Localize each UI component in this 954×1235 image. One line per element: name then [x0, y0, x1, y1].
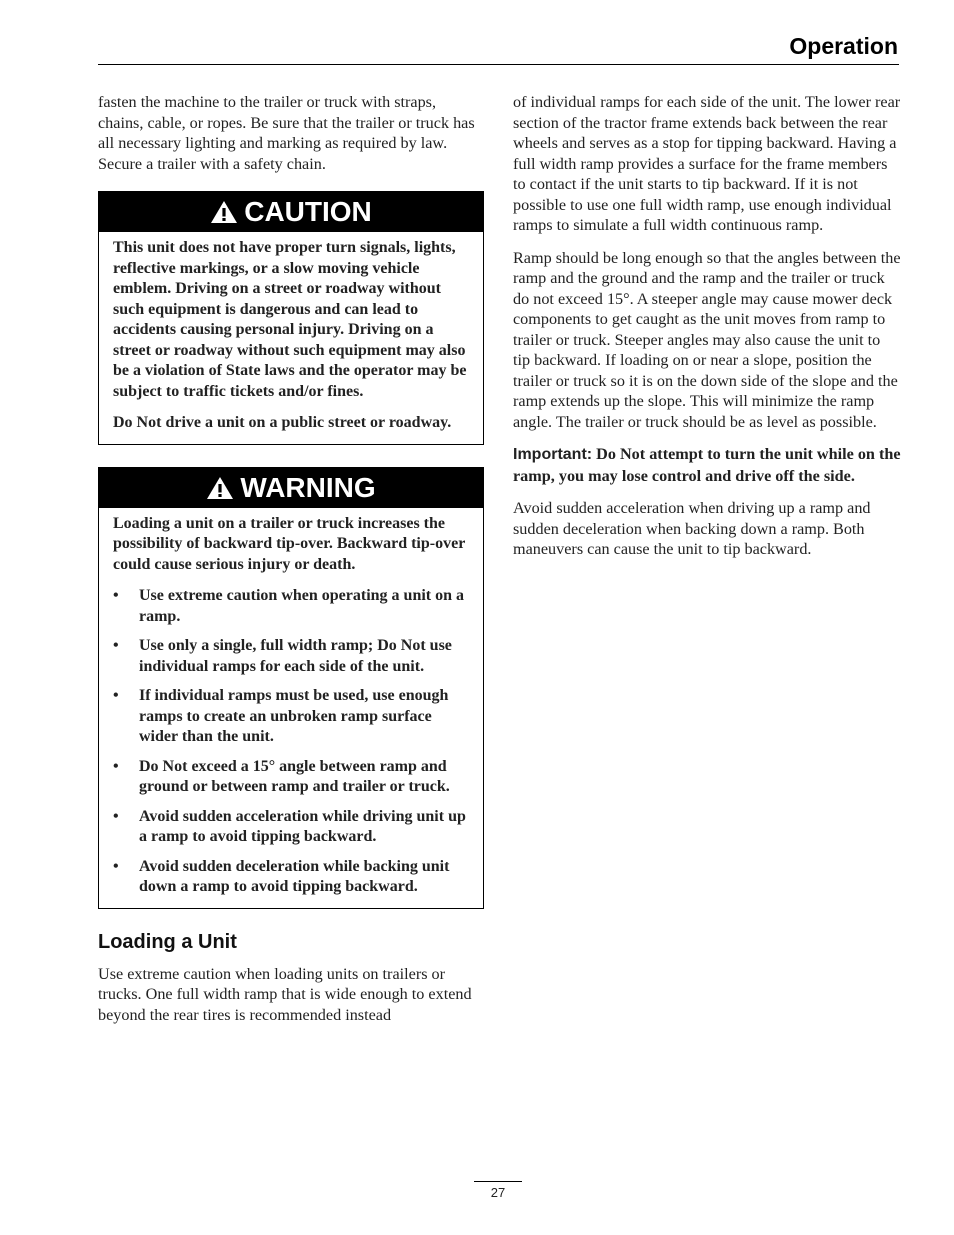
bullet-icon: •: [113, 857, 119, 875]
body-paragraph: Ramp should be long enough so that the angles between the ramp and the ground and the ramp and the trailer or truck do not exceed 15°. A steeper angle may cause mower deck components to get caught as the unit moves from ramp to trailer or truck. Steeper angles may also cause the unit to tip backward. If loading on or near a slope, position the trailer or truck so it is on the down side of the slope and the ramp extends up the slope. This will minimize the ramp angle. The trailer or truck should be as level as possible.: [513, 248, 901, 431]
loading-paragraph: Use extreme caution when loading units on trailers or trucks. One full width ramp that is wide enough to extend beyond the rear tires is recommended instead: [98, 964, 472, 1024]
warning-triangle-icon: [210, 200, 238, 224]
list-item: [113, 636, 471, 677]
caution-body: [99, 232, 483, 444]
warning-body: [99, 508, 483, 908]
bullet-icon: •: [113, 807, 119, 825]
intro-paragraph: fasten the machine to the trailer or truck with straps, chains, cable, or ropes. Be sure that the trailer or truck has all necessary lighting and marking as required by law. Secure a trailer with a safety chain.: [98, 93, 475, 173]
list-item: [113, 686, 471, 748]
section-heading: Loading a Unit: [98, 930, 237, 953]
important-text: Do Not attempt to turn the unit while on the ramp, you may lose control and drive off the side.: [513, 445, 901, 485]
header-divider: [98, 64, 899, 65]
warning-bullet-list: [113, 586, 471, 898]
page-section-title: Operation: [789, 33, 898, 59]
list-item: [113, 807, 471, 848]
body-paragraph: of individual ramps for each side of the unit. The lower rear section of the tractor frame extends back between the rear wheels and serves as a stop for tipping backward. Having a full width ramp provides a surface for the frame members to contact if the unit starts to tip backward. If it is not possible to use one full width ramp, use enough individual ramps to simulate a full width continuous ramp.: [513, 93, 901, 234]
caution-paragraph: This unit does not have proper turn signals, lights, reflective markings, or a slow moving vehicle emblem. Driving on a street or roadway without such equipment is dangerous and can lead to accidents causing personal injury. Driving on a street or roadway without such equipment may also be a violation of State laws and the operator may be subject to traffic tickets and/or fines.: [113, 239, 467, 400]
body-paragraph: Avoid sudden acceleration when driving up a ramp and sudden deceleration when backing down a ramp. Both maneuvers can cause the unit to tip backward.: [513, 499, 871, 558]
warning-triangle-icon: [206, 476, 234, 500]
list-item: [113, 586, 471, 627]
caution-header: [99, 192, 483, 232]
important-label: Important:: [513, 446, 593, 463]
warning-box: [98, 467, 484, 909]
caution-box: [98, 191, 484, 445]
important-note: [513, 444, 901, 486]
warning-title: WARNING: [240, 471, 376, 503]
warning-intro: Loading a unit on a trailer or truck increases the possibility of backward tip-over. Backward tip-over could cause serious injury or death.: [113, 514, 466, 573]
right-column: [513, 92, 901, 572]
bullet-icon: •: [113, 637, 119, 654]
caution-title: CAUTION: [244, 196, 372, 227]
list-item-text: Use extreme caution when operating a unit on a ramp.: [139, 587, 465, 625]
footer-divider: [474, 1181, 522, 1182]
left-column: [98, 92, 484, 1037]
list-item: [113, 857, 471, 898]
caution-paragraph: Do Not drive a unit on a public street or roadway.: [113, 414, 452, 431]
list-item-text: If individual ramps must be used, use enough ramps to create an unbroken ramp surface wider than the unit.: [139, 687, 449, 745]
bullet-icon: •: [113, 757, 119, 775]
list-item: [113, 757, 471, 798]
list-item-text: Avoid sudden acceleration while driving unit up a ramp to avoid tipping backward.: [139, 807, 466, 845]
warning-header: [99, 468, 483, 508]
page-number: 27: [490, 1185, 506, 1200]
list-item-text: Avoid sudden deceleration while backing unit down a ramp to avoid tipping backward.: [139, 857, 450, 895]
list-item-text: Use only a single, full width ramp; Do Not use individual ramps for each side of the unit.: [139, 637, 452, 675]
bullet-icon: •: [113, 687, 119, 704]
list-item-text: Do Not exceed a 15° angle between ramp and ground or between ramp and trailer or truck.: [139, 757, 450, 795]
bullet-icon: •: [113, 587, 119, 604]
